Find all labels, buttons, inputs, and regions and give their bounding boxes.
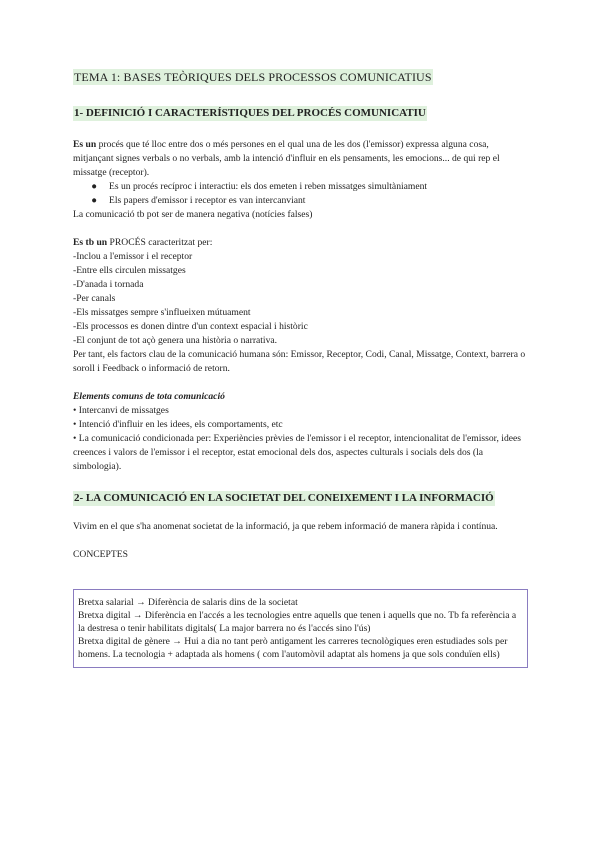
list-item: -Per canals — [73, 293, 116, 304]
process-intro: Es tb un PROCÉS caracteritzat per: — [73, 237, 213, 248]
list-item: -Inclou a l'emissor i el receptor — [73, 251, 193, 262]
society-paragraph: Vivim en el que s'ha anomenat societat de la informació, ja que rebem informació de manera ràpida i contínua. — [73, 521, 498, 532]
concept-item: Bretxa digital de gènere → Hui a dia no tant però antigament les carreres tecnològiques eren estudiades sols per homens. La tecnologia + adaptada als homens ( com l'automòvil adaptat als homens ja que sols conduïen ells) — [78, 636, 508, 660]
negative-note: La comunicació tb pot ser de manera negativa (notícies falses) — [73, 209, 313, 220]
section2-heading: 2- LA COMUNICACIÓ EN LA SOCIETAT DEL CONEIXEMENT I LA INFORMACIÓ — [74, 492, 494, 504]
list-item: -El conjunt de tot açò genera una història o narrativa. — [73, 335, 278, 346]
elements-heading: Elements comuns de tota comunicació — [73, 391, 225, 402]
bullet-item: ● Es un procés recíproc i interactiu: els dos emeten i reben missatges simultàniament — [91, 181, 428, 192]
list-item: -Entre ells circulen missatges — [73, 265, 186, 276]
concepts-label: CONCEPTES — [73, 549, 128, 560]
element-item: • Intenció d'influir en les idees, els comportaments, etc — [73, 419, 283, 430]
factors-paragraph: Per tant, els factors clau de la comunicació humana són: Emissor, Receptor, Codi, Canal, Missatge, Context, barrera o soroll i Feedback o informació de retorn. — [73, 349, 526, 374]
concept-item: Bretxa digital → Diferència en l'accés a les tecnologies entre aquells que tenen i aquells que no. Tb fa referència a la destresa o tenir habilitats digitals( La major barrera no és l'accés sino l'ús) — [78, 610, 517, 634]
list-item: -Els processos es donen dintre d'un context espacial i històric — [73, 321, 308, 332]
concept-item: Bretxa salarial → Diferència de salaris dins de la societat — [78, 597, 298, 608]
concepts-box — [73, 589, 528, 668]
definition-paragraph: Es un procés que té lloc entre dos o més persones en el qual una de les dos (l'emissor) expressa alguna cosa, mitjançant signes verbals o no verbals, amb la intenció d'influir en els pensaments, les emocions... de qui rep el missatge (receptor). — [73, 139, 500, 178]
document-title: TEMA 1: BASES TEÒRIQUES DELS PROCESSOS COMUNICATIUS — [74, 70, 432, 84]
element-item: • Intercanvi de missatges — [73, 405, 169, 416]
section1-heading: 1- DEFINICIÓ I CARACTERÍSTIQUES DEL PROCÉS COMUNICATIU — [74, 107, 426, 119]
list-item: -Els missatges sempre s'influeixen mútuament — [73, 307, 251, 318]
element-item: • La comunicació condicionada per: Experiències prèvies de l'emissor i el receptor, intencionalitat de l'emissor, idees creences i valors de l'emissor i el receptor, estat emocional dels dos, aspectes culturals i socials dels dos (la simbologia). — [73, 433, 521, 472]
list-item: -D'anada i tornada — [73, 279, 144, 290]
document-page — [73, 68, 528, 562]
bullet-item: ● Els papers d'emissor i receptor es van intercanviant — [91, 195, 306, 206]
